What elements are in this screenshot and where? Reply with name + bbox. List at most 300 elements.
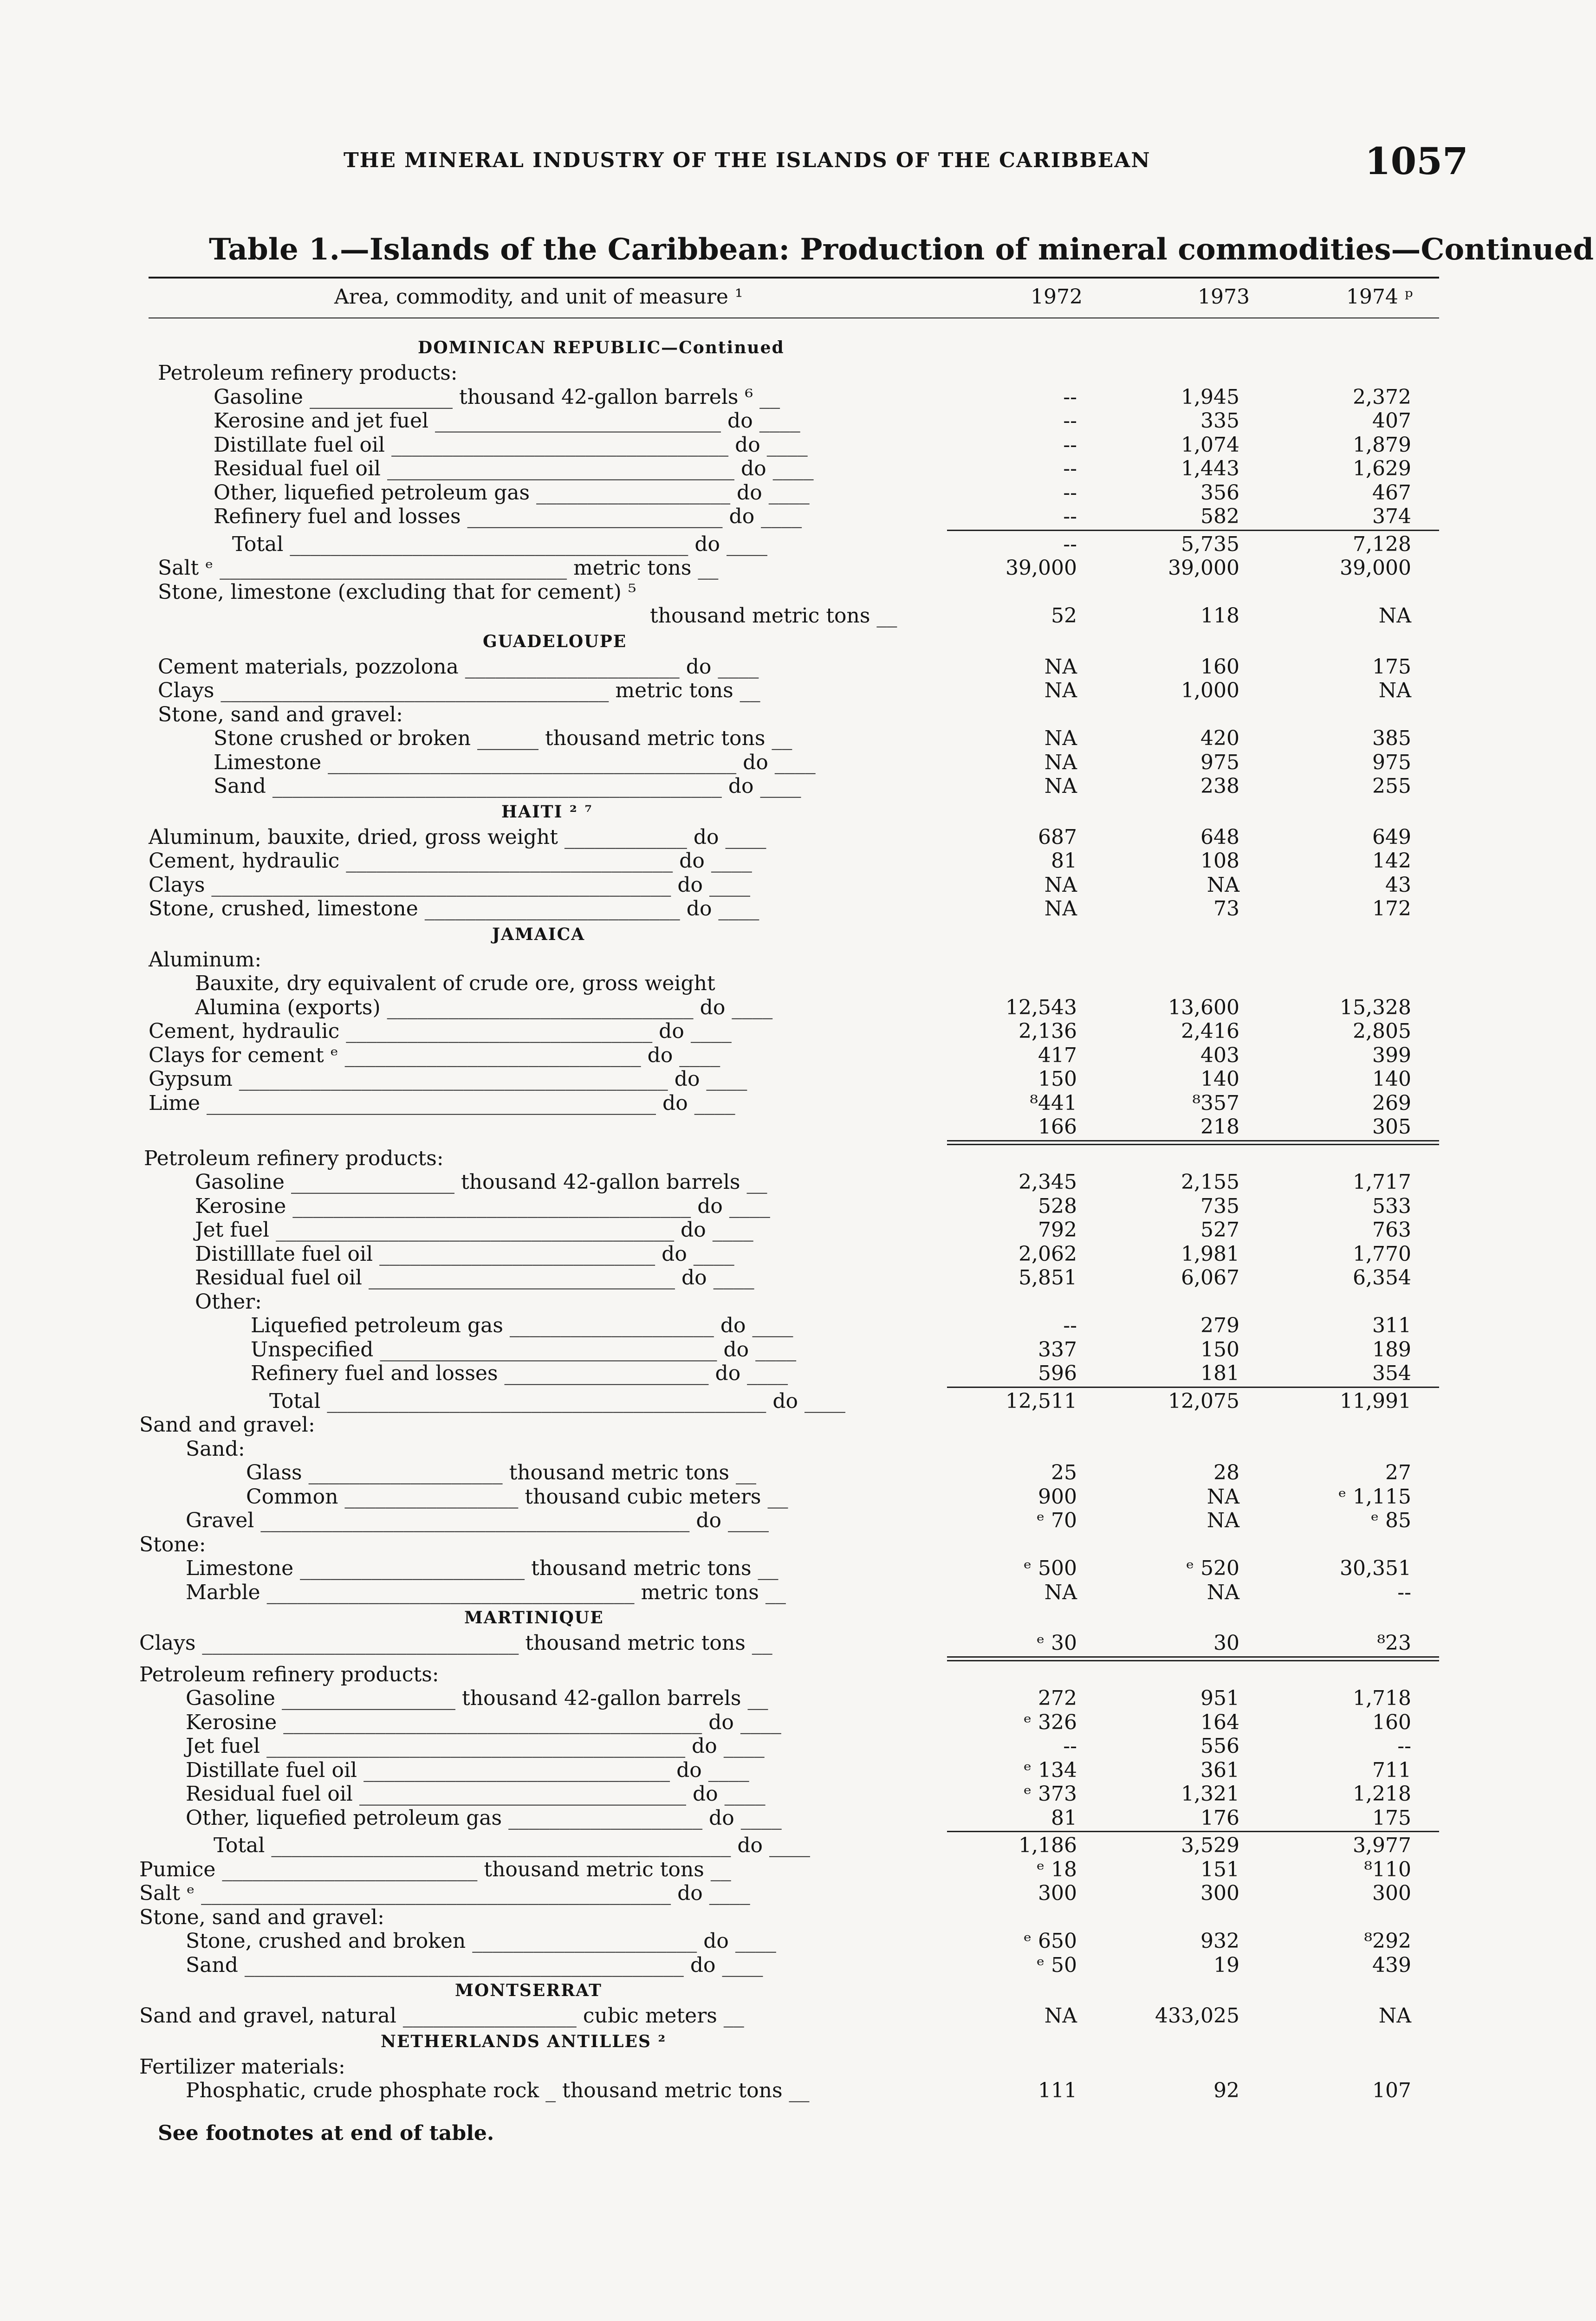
row-label: Kerosine and jet fuel ____________________________ do ____ <box>214 409 800 433</box>
column-header-1972: 1972 <box>1031 285 1083 309</box>
row-label: Stone crushed or broken ______ thousand metric tons __ <box>214 726 792 750</box>
row-label: Liquefied petroleum gas ____________________ do ____ <box>251 1314 793 1337</box>
row-label: Limestone ______________________ thousand metric tons __ <box>186 1556 779 1580</box>
cell-1974: 39,000 <box>1340 556 1411 580</box>
column-header-stub: Area, commodity, and unit of measure ¹ <box>334 285 743 309</box>
cell-1974: 189 <box>1372 1337 1411 1361</box>
double-rule <box>139 1655 1439 1663</box>
cell-1972: NA <box>1044 679 1077 702</box>
cell-1974: NA <box>1378 604 1411 628</box>
cell-1973: 356 <box>1200 480 1239 505</box>
cell-1973: 279 <box>1200 1314 1239 1337</box>
row-label: Other, liquefied petroleum gas ___________________ do ____ <box>186 1806 782 1830</box>
row-label: Stone: <box>139 1532 206 1556</box>
running-head: THE MINERAL INDUSTRY OF THE ISLANDS OF THE CARIBBEAN <box>344 149 1151 172</box>
table-row <box>139 1019 1439 1044</box>
cell-1972: ᵉ 373 <box>1023 1782 1077 1806</box>
cell-1973: 73 <box>1213 897 1239 921</box>
cell-1973: 2,416 <box>1181 1019 1239 1043</box>
cell-1972: 417 <box>1038 1043 1077 1067</box>
cell-1972: NA <box>1044 2004 1077 2028</box>
table-row <box>139 1389 1439 1413</box>
cell-1973: 6,067 <box>1181 1266 1239 1290</box>
cell-1974: 533 <box>1372 1194 1411 1218</box>
row-label: Clays for cement ᵉ _____________________________ do ____ <box>149 1043 720 1067</box>
cell-1972: 900 <box>1038 1485 1077 1509</box>
cell-1974: 107 <box>1372 2079 1411 2102</box>
table-row <box>139 385 1439 409</box>
cell-1972: 687 <box>1038 825 1077 849</box>
row-label: Phosphatic, crude phosphate rock _ thousand metric tons __ <box>186 2079 810 2102</box>
cell-1972: 39,000 <box>1006 556 1077 580</box>
cell-1973: 420 <box>1200 726 1239 750</box>
table-row <box>139 1115 1439 1139</box>
row-label: Clays _____________________________________________ do ____ <box>149 873 751 897</box>
table-row <box>139 1906 1439 1930</box>
table-row <box>139 849 1439 873</box>
section-heading-label: NETHERLANDS ANTILLES ² <box>381 2031 667 2051</box>
cell-1974: 305 <box>1372 1115 1411 1139</box>
cell-1972: 81 <box>1051 849 1077 873</box>
table-row <box>139 1631 1439 1655</box>
table-row <box>139 825 1439 849</box>
row-label: Salt ᵉ __________________________________ metric tons __ <box>158 556 719 580</box>
cell-1973: 19 <box>1213 1953 1239 1977</box>
cell-1974: 140 <box>1372 1067 1411 1091</box>
cell-1974: 300 <box>1372 1881 1411 1905</box>
table-row <box>139 1361 1439 1386</box>
cell-1972: 12,511 <box>1006 1389 1077 1413</box>
row-label: Sand ____________________________________________ do ____ <box>214 774 801 798</box>
table-row <box>139 1147 1439 1171</box>
row-label: Bauxite, dry equivalent of crude ore, gross weight <box>195 972 715 995</box>
cell-1974: -- <box>1397 1734 1411 1758</box>
cell-1972: 337 <box>1038 1337 1077 1361</box>
row-label: Pumice _________________________ thousand metric tons __ <box>139 1857 731 1881</box>
row-label: Unspecified _________________________________ do ____ <box>251 1337 797 1361</box>
row-label: Cement, hydraulic ________________________________ do ____ <box>149 849 752 873</box>
cell-1972: -- <box>1063 433 1077 457</box>
row-label: Kerosine _______________________________________ do ____ <box>195 1194 770 1218</box>
cell-1972: 150 <box>1038 1067 1077 1091</box>
row-label: Glass ___________________ thousand metric tons __ <box>246 1461 756 1485</box>
row-label: Petroleum refinery products: <box>144 1146 444 1170</box>
table-row <box>139 1881 1439 1906</box>
table-row <box>139 1485 1439 1509</box>
cell-1974: NA <box>1378 679 1411 702</box>
section-heading <box>139 798 1439 825</box>
cell-1972: 1,186 <box>1019 1834 1077 1857</box>
cell-1973: 433,025 <box>1155 2004 1239 2028</box>
row-label: Petroleum refinery products: <box>139 1662 439 1686</box>
row-label: Gravel __________________________________________ do ____ <box>186 1509 769 1532</box>
table-row <box>139 1734 1439 1758</box>
cell-1974: 407 <box>1372 409 1411 433</box>
table-row <box>139 1581 1439 1605</box>
row-label: Fertilizer materials: <box>139 2055 345 2079</box>
table-row <box>139 972 1439 996</box>
cell-1973: 361 <box>1200 1758 1239 1782</box>
cell-1973: ᵉ 520 <box>1186 1556 1239 1580</box>
table-body <box>139 334 1439 2103</box>
table-row <box>139 1218 1439 1242</box>
row-label: Other: <box>195 1290 262 1314</box>
table-row <box>139 655 1439 679</box>
total-rule <box>139 1830 1439 1834</box>
table-row <box>139 1242 1439 1266</box>
cell-1974: 2,372 <box>1353 385 1411 409</box>
cell-1974: 160 <box>1372 1710 1411 1734</box>
cell-1974: 269 <box>1372 1091 1411 1115</box>
cell-1973: 151 <box>1200 1857 1239 1881</box>
row-label: Residual fuel oil __________________________________ do ____ <box>214 457 814 480</box>
cell-1974: 311 <box>1372 1314 1411 1337</box>
row-label: Stone, crushed, limestone _________________________ do ____ <box>149 897 759 921</box>
cell-1972: -- <box>1063 457 1077 480</box>
cell-1972: ᵉ 326 <box>1023 1710 1077 1734</box>
cell-1974: ⁸292 <box>1364 1929 1411 1953</box>
cell-1974: 172 <box>1372 897 1411 921</box>
table-row <box>139 1314 1439 1338</box>
cell-1974: 1,879 <box>1353 433 1411 457</box>
row-label: Stone, limestone (excluding that for cement) ⁵ <box>158 580 636 604</box>
row-label: Kerosine _________________________________________ do ____ <box>186 1710 781 1734</box>
section-heading <box>139 334 1439 361</box>
cell-1973: 1,321 <box>1181 1782 1239 1806</box>
cell-1973: 12,075 <box>1168 1389 1239 1413</box>
table-row <box>139 774 1439 798</box>
table-row <box>139 556 1439 580</box>
cell-1973: 2,155 <box>1181 1170 1239 1194</box>
table-row <box>139 1533 1439 1557</box>
cell-1972: 2,345 <box>1019 1170 1077 1194</box>
cell-1972: -- <box>1063 480 1077 505</box>
cell-1972: -- <box>1063 1734 1077 1758</box>
row-label: Common _________________ thousand cubic meters __ <box>246 1485 788 1509</box>
cell-1973: 735 <box>1200 1194 1239 1218</box>
row-label: Refinery fuel and losses ____________________ do ____ <box>251 1361 788 1385</box>
row-label: Stone, sand and gravel: <box>139 1905 384 1929</box>
cell-1974: 439 <box>1372 1953 1411 1977</box>
table-row <box>139 1953 1439 1977</box>
table-row <box>139 604 1439 628</box>
cell-1973: 3,529 <box>1181 1834 1239 1857</box>
row-label: Total _____________________________________________ do ____ <box>214 1834 811 1857</box>
table-row <box>139 481 1439 505</box>
cell-1974: 11,991 <box>1340 1389 1411 1413</box>
row-label: Gypsum __________________________________________ do ____ <box>149 1067 747 1091</box>
cell-1972: -- <box>1063 532 1077 556</box>
section-heading <box>139 2028 1439 2055</box>
table-row <box>139 532 1439 557</box>
cell-1974: 467 <box>1372 480 1411 505</box>
row-label: Aluminum, bauxite, dried, gross weight ____________ do ____ <box>149 825 766 849</box>
table-row <box>139 1437 1439 1461</box>
cell-1974: 255 <box>1372 774 1411 798</box>
table-row <box>139 505 1439 529</box>
cell-1972: ⁸441 <box>1030 1091 1077 1115</box>
table-row <box>139 433 1439 457</box>
table-row <box>139 580 1439 604</box>
cell-1974: ⁸110 <box>1364 1857 1411 1881</box>
table-top-rule <box>149 277 1439 279</box>
section-heading-label: DOMINICAN REPUBLIC—Continued <box>418 338 785 357</box>
cell-1974: 763 <box>1372 1218 1411 1242</box>
cell-1972: NA <box>1044 726 1077 750</box>
table-row <box>139 1509 1439 1533</box>
cell-1973: NA <box>1207 1580 1239 1604</box>
cell-1973: 39,000 <box>1168 556 1239 580</box>
row-label: Marble ____________________________________ metric tons __ <box>186 1580 786 1604</box>
row-label: Residual fuel oil ______________________________ do ____ <box>195 1266 754 1290</box>
table-row <box>139 996 1439 1020</box>
cell-1974: 43 <box>1385 873 1411 897</box>
cell-1974: -- <box>1397 1580 1411 1604</box>
cell-1974: 7,128 <box>1353 532 1411 556</box>
row-label: Residual fuel oil ________________________________ do ____ <box>186 1782 766 1806</box>
cell-1973: 1,443 <box>1181 457 1239 480</box>
table-row <box>139 2079 1439 2103</box>
cell-1974: 354 <box>1372 1361 1411 1385</box>
row-label: Clays _______________________________ thousand metric tons __ <box>139 1631 772 1655</box>
cell-1974: ⁸23 <box>1377 1631 1411 1655</box>
cell-1973: 527 <box>1200 1218 1239 1242</box>
cell-1972: NA <box>1044 750 1077 774</box>
cell-1972: 596 <box>1038 1361 1077 1385</box>
cell-1973: 1,945 <box>1181 385 1239 409</box>
cell-1973: 932 <box>1200 1929 1239 1953</box>
cell-1972: -- <box>1063 409 1077 433</box>
total-rule <box>139 1386 1439 1389</box>
table-row <box>139 2004 1439 2028</box>
row-label: Jet fuel _________________________________________ do ____ <box>186 1734 765 1758</box>
table-row <box>139 1338 1439 1362</box>
cell-1974: 1,629 <box>1353 457 1411 480</box>
row-label: Sand ___________________________________________ do ____ <box>186 1953 763 1977</box>
table-row <box>139 1686 1439 1711</box>
cell-1972: NA <box>1044 873 1077 897</box>
cell-1973: 300 <box>1200 1881 1239 1905</box>
row-label: Alumina (exports) ______________________________ do ____ <box>195 995 773 1019</box>
cell-1973: 160 <box>1200 655 1239 679</box>
table-row <box>139 726 1439 751</box>
cell-1973: NA <box>1207 873 1239 897</box>
cell-1974: 15,328 <box>1340 995 1411 1019</box>
table-row <box>139 1170 1439 1194</box>
row-label: Cement materials, pozzolona _____________________ do ____ <box>158 655 759 679</box>
cell-1973: 1,000 <box>1181 679 1239 702</box>
cell-1973: 150 <box>1200 1337 1239 1361</box>
table-row <box>139 361 1439 385</box>
row-label: Refinery fuel and losses _________________________ do ____ <box>214 505 802 528</box>
row-label: Petroleum refinery products: <box>158 361 458 385</box>
cell-1973: 975 <box>1200 750 1239 774</box>
cell-1973: 951 <box>1200 1686 1239 1710</box>
table-row <box>139 1758 1439 1783</box>
table-row <box>139 1782 1439 1806</box>
row-label: Distillate fuel oil ______________________________ do ____ <box>186 1758 749 1782</box>
row-label: Aluminum: <box>149 947 262 972</box>
row-label: Limestone ________________________________________ do ____ <box>214 750 816 774</box>
section-heading-label: MARTINIQUE <box>464 1608 604 1627</box>
row-label: Gasoline ______________ thousand 42-gallon barrels ⁶ __ <box>214 385 780 409</box>
section-heading-label: JAMAICA <box>492 924 585 944</box>
cell-1974: NA <box>1378 2004 1411 2028</box>
cell-1974: 1,770 <box>1353 1242 1411 1266</box>
table-row <box>139 409 1439 433</box>
cell-1973: 1,981 <box>1181 1242 1239 1266</box>
cell-1974: 399 <box>1372 1043 1411 1067</box>
table-row <box>139 1091 1439 1115</box>
table-row <box>139 873 1439 897</box>
cell-1974: 385 <box>1372 726 1411 750</box>
cell-1972: 528 <box>1038 1194 1077 1218</box>
column-header-1973: 1973 <box>1198 285 1250 309</box>
cell-1972: NA <box>1044 1580 1077 1604</box>
cell-1973: 92 <box>1213 2079 1239 2102</box>
cell-1972: 272 <box>1038 1686 1077 1710</box>
cell-1973: 238 <box>1200 774 1239 798</box>
cell-1972: ᵉ 18 <box>1036 1857 1077 1881</box>
cell-1972: 25 <box>1051 1461 1077 1485</box>
cell-1974: 175 <box>1372 1806 1411 1830</box>
cell-1972: NA <box>1044 655 1077 679</box>
double-rule <box>139 1139 1439 1147</box>
cell-1974: 975 <box>1372 750 1411 774</box>
table-row <box>139 457 1439 481</box>
cell-1974: 1,717 <box>1353 1170 1411 1194</box>
cell-1973: 648 <box>1200 825 1239 849</box>
cell-1973: 30 <box>1213 1631 1239 1655</box>
column-headers <box>149 285 1439 313</box>
section-heading-label: HAITI ² ⁷ <box>501 802 593 822</box>
table-row <box>139 2055 1439 2079</box>
cell-1974: 1,218 <box>1353 1782 1411 1806</box>
cell-1973: 403 <box>1200 1043 1239 1067</box>
table-row <box>139 1663 1439 1687</box>
cell-1974: 175 <box>1372 655 1411 679</box>
cell-1972: 2,062 <box>1019 1242 1077 1266</box>
row-label: thousand metric tons __ <box>650 604 897 628</box>
cell-1972: 5,851 <box>1019 1266 1077 1290</box>
cell-1973: NA <box>1207 1485 1239 1509</box>
row-label: Sand and gravel, natural _________________ cubic meters __ <box>139 2004 744 2028</box>
cell-1973: 176 <box>1200 1806 1239 1830</box>
cell-1972: 2,136 <box>1019 1019 1077 1043</box>
page-number: 1057 <box>1365 139 1468 183</box>
cell-1972: NA <box>1044 897 1077 921</box>
row-label: Total _______________________________________ do ____ <box>232 532 768 556</box>
table-row <box>139 948 1439 972</box>
cell-1972: ᵉ 30 <box>1036 1631 1077 1655</box>
cell-1974: 27 <box>1385 1461 1411 1485</box>
cell-1974: 3,977 <box>1353 1834 1411 1857</box>
section-heading-label: MONTSERRAT <box>455 1981 602 2000</box>
cell-1973: 13,600 <box>1168 995 1239 1019</box>
section-heading <box>139 1604 1439 1631</box>
table-row <box>139 1266 1439 1290</box>
table-row <box>139 897 1439 921</box>
section-heading <box>139 1977 1439 2004</box>
row-label: Distilllate fuel oil ___________________________ do ____ <box>195 1242 734 1266</box>
cell-1973: 556 <box>1200 1734 1239 1758</box>
cell-1972: NA <box>1044 774 1077 798</box>
cell-1973: 108 <box>1200 849 1239 873</box>
cell-1973: ⁸357 <box>1192 1091 1239 1115</box>
cell-1973: 140 <box>1200 1067 1239 1091</box>
cell-1974: 2,805 <box>1353 1019 1411 1043</box>
cell-1972: -- <box>1063 385 1077 409</box>
row-label: Sand and gravel: <box>139 1413 315 1437</box>
column-header-1974: 1974 ᵖ <box>1346 285 1413 309</box>
row-label: Jet fuel _______________________________________ do ____ <box>195 1218 753 1242</box>
cell-1974: ᵉ 85 <box>1370 1509 1411 1532</box>
section-heading <box>139 921 1439 948</box>
cell-1973: 335 <box>1200 409 1239 433</box>
cell-1974: 711 <box>1372 1758 1411 1782</box>
cell-1972: 12,543 <box>1006 995 1077 1019</box>
cell-1972: ᵉ 70 <box>1036 1509 1077 1532</box>
cell-1974: 1,718 <box>1353 1686 1411 1710</box>
cell-1973: 181 <box>1200 1361 1239 1385</box>
cell-1972: 52 <box>1051 604 1077 628</box>
table-row <box>139 751 1439 775</box>
cell-1972: -- <box>1063 505 1077 528</box>
cell-1973: 582 <box>1200 505 1239 528</box>
row-label: Gasoline ________________ thousand 42-gallon barrels __ <box>195 1170 767 1194</box>
table-row <box>139 1806 1439 1830</box>
table-row <box>139 1044 1439 1068</box>
cell-1972: ᵉ 500 <box>1023 1556 1077 1580</box>
cell-1972: 166 <box>1038 1115 1077 1139</box>
table-row <box>139 1858 1439 1882</box>
cell-1973: 164 <box>1200 1710 1239 1734</box>
row-label: Other, liquefied petroleum gas ___________________ do ____ <box>214 480 810 505</box>
row-label: Total ___________________________________________ do ____ <box>269 1389 846 1413</box>
table-row <box>139 1461 1439 1485</box>
cell-1973: 5,735 <box>1181 532 1239 556</box>
section-heading-label: GUADELOUPE <box>483 631 627 651</box>
row-label: Cement, hydraulic ______________________________ do ____ <box>149 1019 732 1043</box>
cell-1973: 1,074 <box>1181 433 1239 457</box>
cell-1974: 30,351 <box>1340 1556 1411 1580</box>
row-label: Lime ____________________________________________ do ____ <box>149 1091 735 1115</box>
row-label: Stone, sand and gravel: <box>158 702 403 726</box>
cell-1974: 374 <box>1372 505 1411 528</box>
cell-1972: 300 <box>1038 1881 1077 1905</box>
table-row <box>139 1929 1439 1953</box>
row-label: Gasoline _________________ thousand 42-gallon barrels __ <box>186 1686 768 1710</box>
row-label: Salt ᵉ ______________________________________________ do ____ <box>139 1881 750 1905</box>
table-row <box>139 679 1439 703</box>
cell-1972: ᵉ 50 <box>1036 1953 1077 1977</box>
table-row <box>139 1834 1439 1858</box>
cell-1974: 142 <box>1372 849 1411 873</box>
cell-1973: NA <box>1207 1509 1239 1532</box>
total-rule <box>139 529 1439 532</box>
row-label: Clays ______________________________________ metric tons __ <box>158 679 760 702</box>
table-title: Table 1.—Islands of the Caribbean: Production of mineral commodities—Continued <box>209 232 1594 267</box>
table-row <box>139 1290 1439 1314</box>
cell-1972: ᵉ 650 <box>1023 1929 1077 1953</box>
table-row <box>139 1711 1439 1735</box>
table-row <box>139 1556 1439 1581</box>
row-label: Distillate fuel oil _________________________________ do ____ <box>214 433 808 457</box>
cell-1972: ᵉ 134 <box>1023 1758 1077 1782</box>
footnote-reference: See footnotes at end of table. <box>158 2121 494 2145</box>
cell-1974: 649 <box>1372 825 1411 849</box>
table-row <box>139 1194 1439 1219</box>
